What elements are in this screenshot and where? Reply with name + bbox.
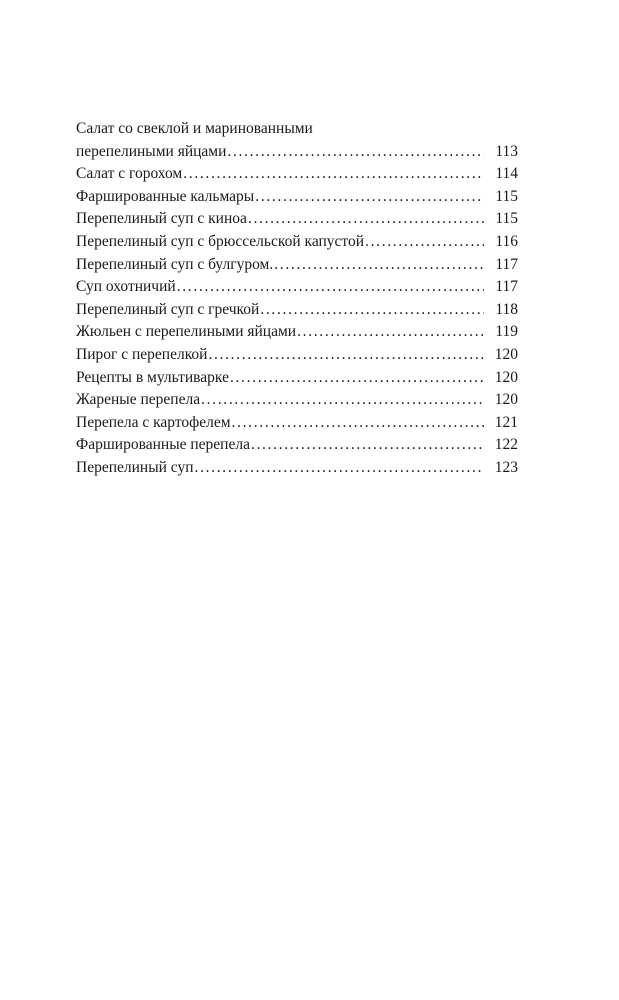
toc-entry-title: Фаршированные перепела <box>76 436 250 454</box>
toc-entry-title: Перепелиный суп с булгуром. <box>76 255 274 273</box>
dot-leader <box>365 231 484 254</box>
toc-entry <box>76 434 518 457</box>
toc-entry-title: Салат с горохом <box>76 165 183 183</box>
toc-entry-title: перепелиными яйцами <box>76 142 227 160</box>
toc-page-number: 119 <box>495 323 518 341</box>
toc-page-number: 114 <box>495 165 518 183</box>
toc-entry <box>76 231 518 254</box>
toc-entry <box>76 276 518 299</box>
dot-leader <box>232 412 484 435</box>
toc-entry-title: Перепела с картофелем <box>76 413 231 431</box>
dot-leader <box>177 276 484 299</box>
toc-page-number: 120 <box>494 345 518 363</box>
dot-leader <box>183 163 484 186</box>
toc-entry <box>76 321 518 344</box>
toc-entry <box>76 412 518 435</box>
dot-leader <box>230 367 484 390</box>
toc-page-number: 113 <box>495 142 518 160</box>
dot-leader <box>195 457 484 480</box>
toc-entry <box>76 186 518 209</box>
toc-page-number: 115 <box>495 187 518 205</box>
toc-entry-title: Жареные перепела <box>76 391 201 409</box>
toc-entry <box>76 254 518 277</box>
toc-entry-title: Перепелиный суп <box>76 458 194 476</box>
toc-entry <box>76 163 518 186</box>
dot-leader <box>201 389 484 412</box>
toc-entry <box>76 457 518 480</box>
toc-entry-title: Перепелиный суп с гречкой <box>76 300 260 318</box>
toc-entry-title: Перепелиный суп с брюссельской капустой <box>76 232 365 250</box>
toc-page-number: 116 <box>495 232 518 250</box>
toc-page-number: 120 <box>494 368 518 386</box>
toc-entry <box>76 344 518 367</box>
dot-leader <box>297 321 484 344</box>
toc-entry-title: Фаршированные кальмары <box>76 187 255 205</box>
toc-entry-title-line: Салат со свеклой и маринованными <box>76 120 313 137</box>
dot-leader <box>208 344 484 367</box>
toc-page-number: 121 <box>494 413 518 431</box>
toc-row <box>76 141 518 164</box>
toc-page-number: 118 <box>495 300 518 318</box>
toc-entry-title: Рецепты в мультиварке <box>76 368 229 386</box>
toc-entry-title: Жюльен с перепелиными яйцами <box>76 323 297 341</box>
table-of-contents <box>76 118 518 480</box>
toc-entry-title: Перепелиный суп с киноа <box>76 210 247 228</box>
dot-leader <box>227 141 484 164</box>
toc-entry <box>76 367 518 390</box>
toc-entry <box>76 299 518 322</box>
toc-entry-title: Суп охотничий <box>76 278 176 296</box>
dot-leader <box>260 299 484 322</box>
toc-entry <box>76 208 518 231</box>
dot-leader <box>274 254 484 277</box>
toc-entry <box>76 389 518 412</box>
toc-page-number: 122 <box>494 436 518 454</box>
toc-page-number: 117 <box>495 278 518 296</box>
toc-page-number: 117 <box>495 255 518 273</box>
toc-entry <box>76 118 518 163</box>
toc-page-number: 123 <box>494 458 518 476</box>
dot-leader <box>255 186 484 209</box>
toc-page-number: 120 <box>494 391 518 409</box>
toc-page-number: 115 <box>495 210 518 228</box>
dot-leader <box>251 434 484 457</box>
toc-entry-title: Пирог с перепелкой <box>76 345 208 363</box>
dot-leader <box>248 208 484 231</box>
